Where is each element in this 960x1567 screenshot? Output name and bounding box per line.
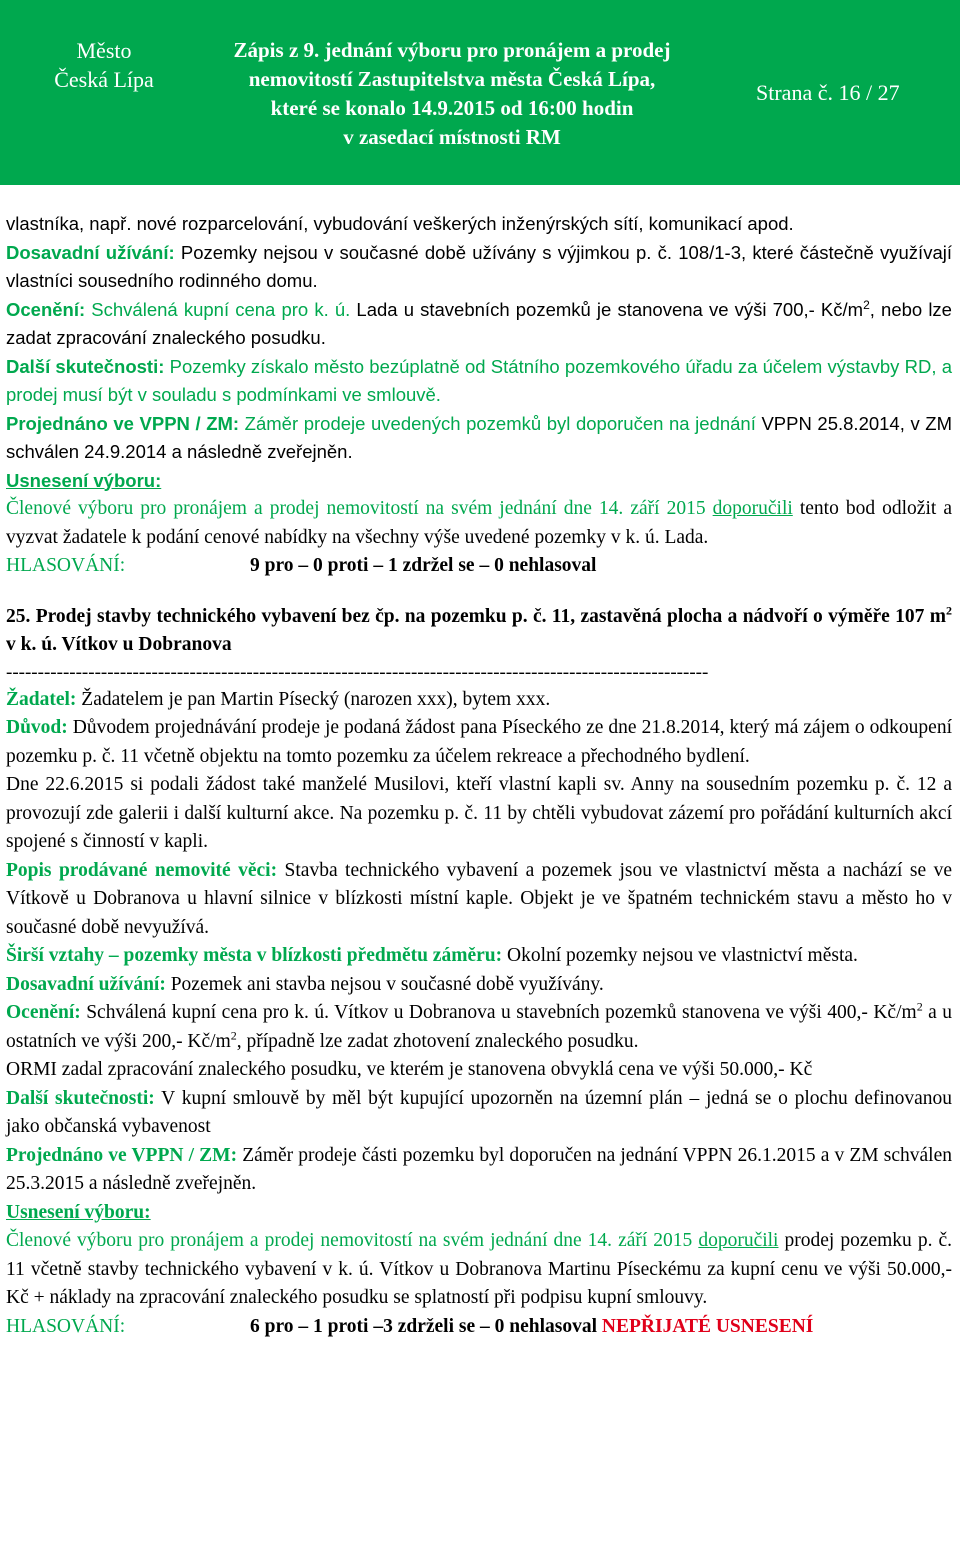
price-sup-b: 2 (230, 1028, 237, 1042)
prev-vote-text: 9 pro – 0 proti – 1 zdržel se – 0 nehlasoval (250, 555, 597, 576)
price-label: Ocenění: (6, 1002, 81, 1023)
prev-resolution-text-b: tento bod odložit a vyzvat žadatele k podání cenové nabídky na všechny výše uvedené pozemky v k. ú. Lada. (6, 498, 952, 548)
prev-usage-label: Dosavadní užívání: (6, 241, 175, 263)
wider-relations-text: Okolní pozemky nejsou ve vlastnictví města. (502, 945, 858, 966)
price (6, 999, 952, 1056)
title-line-3: které se konalo 14.9.2015 od 16:00 hodin (270, 96, 634, 120)
reason-label: Důvod: (6, 717, 68, 738)
resolution-label: Usnesení výboru: (6, 1201, 151, 1223)
document-title (182, 36, 722, 152)
prev-vote (6, 552, 952, 581)
vote-result: NEPŘIJATÉ USNESENÍ (601, 1315, 814, 1337)
resolution (6, 1227, 952, 1313)
wider-relations (6, 942, 952, 971)
description (6, 857, 952, 943)
prev-price-label: Ocenění: (6, 298, 86, 320)
facts-text: V kupní smlouvě by měl být kupující upozorněn na územní plán – jedná se o plochu definovanou jako občanská vybavenost (6, 1087, 952, 1137)
prev-price-text-a: Schválená kupní cena pro k. ú. (85, 298, 357, 320)
separator-line: --------------------------------------------------------------------------------------------------------------- (6, 661, 709, 683)
vote (6, 1313, 952, 1342)
vppn-text: Záměr prodeje části pozemku byl doporučen na jednání VPPN 26.1.2015 a v ZM schválen 25.3.2015 a následně zveřejněn. (6, 1144, 953, 1194)
wider-relations-label: Širší vztahy – pozemky města v blízkosti předmětu záměru: (6, 945, 503, 966)
description-label: Popis prodávané nemovité věci: (6, 859, 278, 881)
facts (6, 1085, 952, 1142)
prev-resolution-recommend: doporučili (712, 498, 793, 519)
vppn-label: Projednáno ve VPPN / ZM: (6, 1144, 238, 1166)
facts-label: Další skutečnosti: (6, 1087, 155, 1109)
usage-label: Dosavadní užívání: (6, 973, 166, 995)
prev-facts-label: Další skutečnosti: (6, 355, 165, 377)
reason (6, 714, 952, 771)
prev-vppn (6, 410, 952, 467)
applicant-label: Žadatel: (6, 688, 77, 710)
prev-vppn-text-a: Záměr prodeje uvedených pozemků byl doporučen na jednání (239, 412, 762, 434)
prev-resolution (6, 495, 952, 552)
prev-facts (6, 353, 952, 410)
prev-price-text-b: Lada u stavebních pozemků je stanovena ve výši 700,- Kč/m (356, 298, 864, 320)
city-name (34, 36, 174, 94)
city-line-2: Česká Lípa (54, 67, 154, 92)
reason-text: Důvodem projednávání prodeje je podaná žádost pana Píseckého ze dne 21.8.2014, který má zájem o odkoupení pozemku p. č. 11 včetně objektu na tomto pozemku za účelem rekreace a přechodného bydlení. (6, 717, 952, 767)
vppn (6, 1142, 952, 1199)
vote-label: HLASOVÁNÍ: (6, 1315, 126, 1337)
resolution-text-a: Členové výboru pro pronájem a prodej nemovitostí na svém jednání dne 14. září 2015 (6, 1230, 699, 1251)
price-sup-a: 2 (916, 999, 923, 1014)
price-text-b: a u ostatních ve výši 200,- Kč/m (6, 1002, 953, 1052)
prev-resolution-label: Usnesení výboru: (6, 469, 162, 491)
reason-2: Dne 22.6.2015 si podali žádost také manželé Musilovi, kteří vlastní kapli sv. Anny na sousedním pozemku p. č. 12 a provozují zde galerii i další kulturní akce. Na pozemku p. č. 11 by chtěli vybudovat zázemí pro pořádání kulturních akcí spojené s činností v kapli. (6, 774, 952, 852)
prev-usage (6, 239, 952, 296)
document-body (6, 210, 952, 1341)
item25-heading (6, 603, 952, 660)
prev-usage-text: Pozemky nejsou v současné době užívány s výjimkou p. č. 108/1-3, které částečně využívají vlastníci sousedního rodinného domu. (6, 241, 952, 291)
vote-text: 6 pro – 1 proti –3 zdrželi se – 0 nehlasoval (250, 1315, 598, 1337)
prev-price (6, 296, 952, 353)
price-text-a: Schválená kupní cena pro k. ú. Vítkov u Dobranova u stavebních pozemků stanovena ve výši 400,- Kč/m (80, 1002, 917, 1023)
description-text: Stavba technického vybavení a pozemek jsou ve vlastnictví města a nachází se ve Vítkově u Dobranova u hlavní silnice v blízkosti místní kaple. Objekt je ve špatném technickém stavu a město ho v současné době nevyužívá. (6, 859, 952, 938)
usage (6, 971, 952, 1000)
title-line-2: nemovitostí Zastupitelstva města Česká Lípa, (248, 67, 656, 91)
applicant (6, 686, 952, 715)
resolution-text-b: prodej pozemku p. č. 11 včetně stavby technického vybavení v k. ú. Vítkov u Dobranova Martinu Píseckému za kupní cenu ve výši 50.000,- Kč + náklady na zpracování znaleckého posudku se splatností při podpisu kupní smlouvy. (6, 1230, 952, 1308)
prev-price-sup: 2 (863, 297, 870, 312)
item25-heading-sup: 2 (946, 603, 952, 617)
page-number: Strana č. 16 / 27 (756, 80, 900, 105)
prev-vppn-label: Projednáno ve VPPN / ZM: (6, 412, 240, 434)
item25-heading-a: 25. Prodej stavby technického vybavení bez čp. na pozemku p. č. 11, zastavěná plocha a nádvoří o výměře 107 m (6, 605, 946, 627)
applicant-text: Žadatelem je pan Martin Písecký (narozen xxx), bytem xxx. (76, 688, 551, 710)
prev-vote-label: HLASOVÁNÍ: (6, 555, 126, 576)
price-text-c: , případně lze zadat zhotovení znaleckého posudku. (236, 1030, 639, 1052)
prev-resolution-text-a: Členové výboru pro pronájem a prodej nemovitostí na svém jednání dne 14. září 2015 (6, 498, 706, 519)
prev-facts-text: Pozemky získalo město bezúplatně od Státního pozemkového úřadu za účelem výstavby RD, a prodej musí být v souladu s podmínkami ve smlouvě. (6, 355, 952, 405)
item25-heading-b: v k. ú. Vítkov u Dobranova (6, 634, 232, 655)
city-line-1: Město (76, 38, 132, 63)
prev-intro: vlastníka, např. nové rozparcelování, vybudování veškerých inženýrských sítí, komunikací apod. (6, 213, 794, 234)
prev-vppn-text-b: VPPN 25.8.2014, v ZM schválen 24.9.2014 a následně zveřejněn. (6, 412, 952, 462)
title-line-1: Zápis z 9. jednání výboru pro pronájem a prodej (233, 38, 671, 62)
page-header (0, 0, 960, 185)
resolution-recommend: doporučili (698, 1230, 779, 1251)
ormi-note: ORMI zadal zpracování znaleckého posudku, ve kterém je stanovena obvyklá cena ve výši 50.000,- Kč (6, 1059, 813, 1080)
prev-price-text-c: , nebo lze zadat zpracování znaleckého posudku. (6, 298, 952, 348)
title-line-4: v zasedací místnosti RM (343, 125, 561, 149)
usage-text: Pozemek ani stavba nejsou v současné době využívány. (165, 973, 604, 995)
